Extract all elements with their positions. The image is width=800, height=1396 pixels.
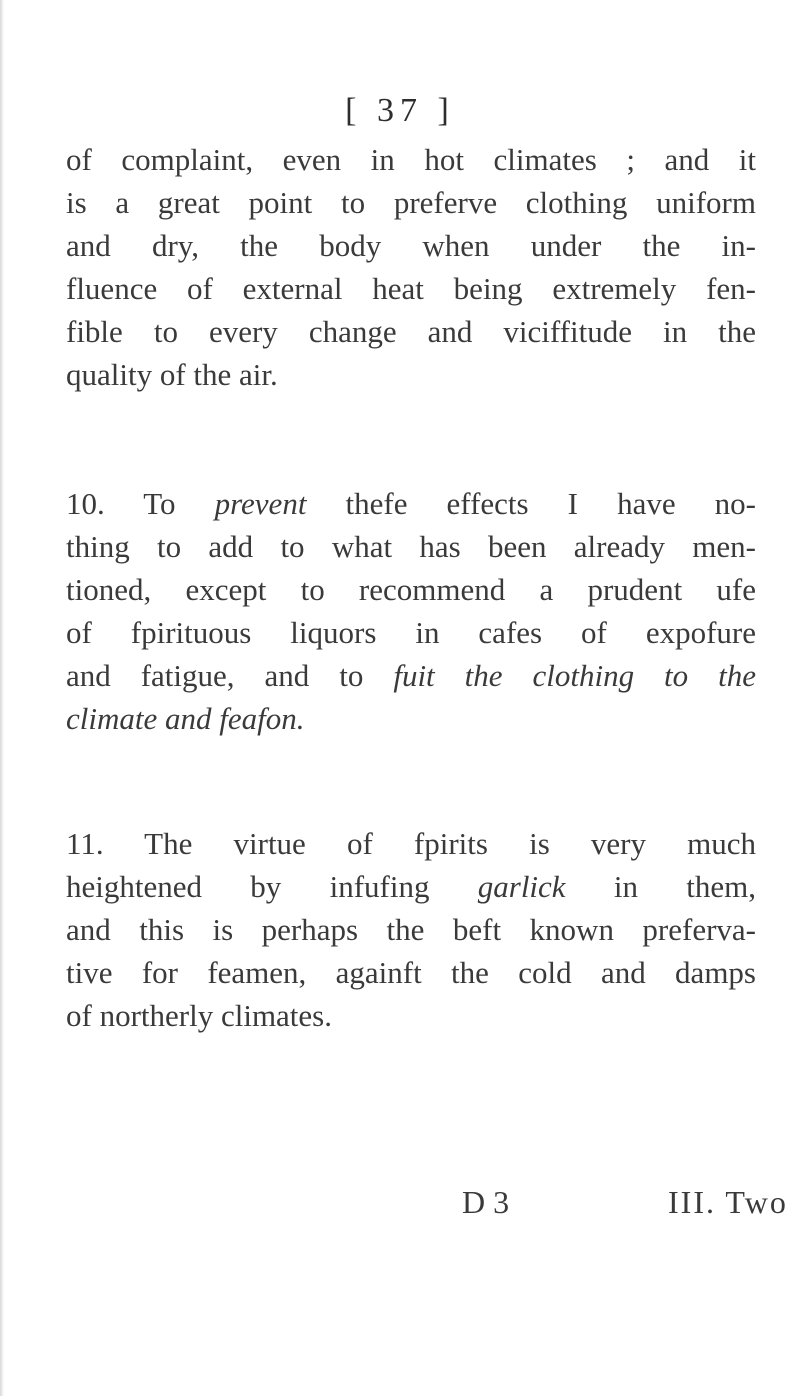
paragraph-2-line: tioned, except to recommend a prudent ufe	[66, 572, 756, 607]
paragraph-2	[66, 482, 756, 740]
signature-mark: D 3	[462, 1184, 510, 1220]
paragraph-3-line: 11. The virtue of fpirits is very much	[66, 826, 756, 861]
page-footer	[0, 1184, 800, 1234]
paragraph-1-line: of complaint, even in hot climates ; and it	[66, 142, 756, 177]
paragraph-1-line: fluence of external heat being extremely fen-	[66, 271, 756, 306]
paragraph-3-lead: heightened by infufing	[66, 869, 478, 904]
paragraph-3	[66, 822, 756, 1037]
paragraph-2-lead: and fatigue, and to	[66, 658, 394, 693]
paragraph-3-line: of northerly climates.	[66, 998, 332, 1033]
paragraph-1-line: and dry, the body when under the in-	[66, 228, 756, 263]
page-number: [ 37 ]	[345, 92, 455, 129]
paragraph-1	[66, 138, 756, 396]
paragraph-1-line: fible to every change and viciffitude in the	[66, 314, 756, 349]
paragraph-2-tail: thefe effects I have no-	[306, 486, 756, 521]
paragraph-1-line: is a great point to preferve clothing uniform	[66, 185, 756, 220]
paragraph-3-line	[66, 865, 756, 908]
emphasis-suit-clothing: fuit the clothing to the	[393, 658, 756, 693]
paragraph-1-line: quality of the air.	[66, 357, 278, 392]
paragraph-2-line	[66, 654, 756, 697]
paragraph-2-line: thing to add to what has been already men-	[66, 529, 756, 564]
paragraph-3-line: tive for feamen, againft the cold and damps	[66, 955, 756, 990]
paragraph-3-line: and this is perhaps the beft known preferva-	[66, 912, 756, 947]
paragraph-2-lead: 10. To	[66, 486, 215, 521]
emphasis-prevent: prevent	[214, 486, 307, 521]
emphasis-garlick: garlick	[477, 869, 566, 904]
emphasis-climate-season: climate and feafon.	[66, 701, 305, 736]
paragraph-2-line	[66, 482, 756, 525]
paragraph-3-tail: in them,	[565, 869, 756, 904]
catchword: III. Two	[668, 1184, 788, 1220]
paragraph-2-line: of fpirituous liquors in cafes of expofure	[66, 615, 756, 650]
